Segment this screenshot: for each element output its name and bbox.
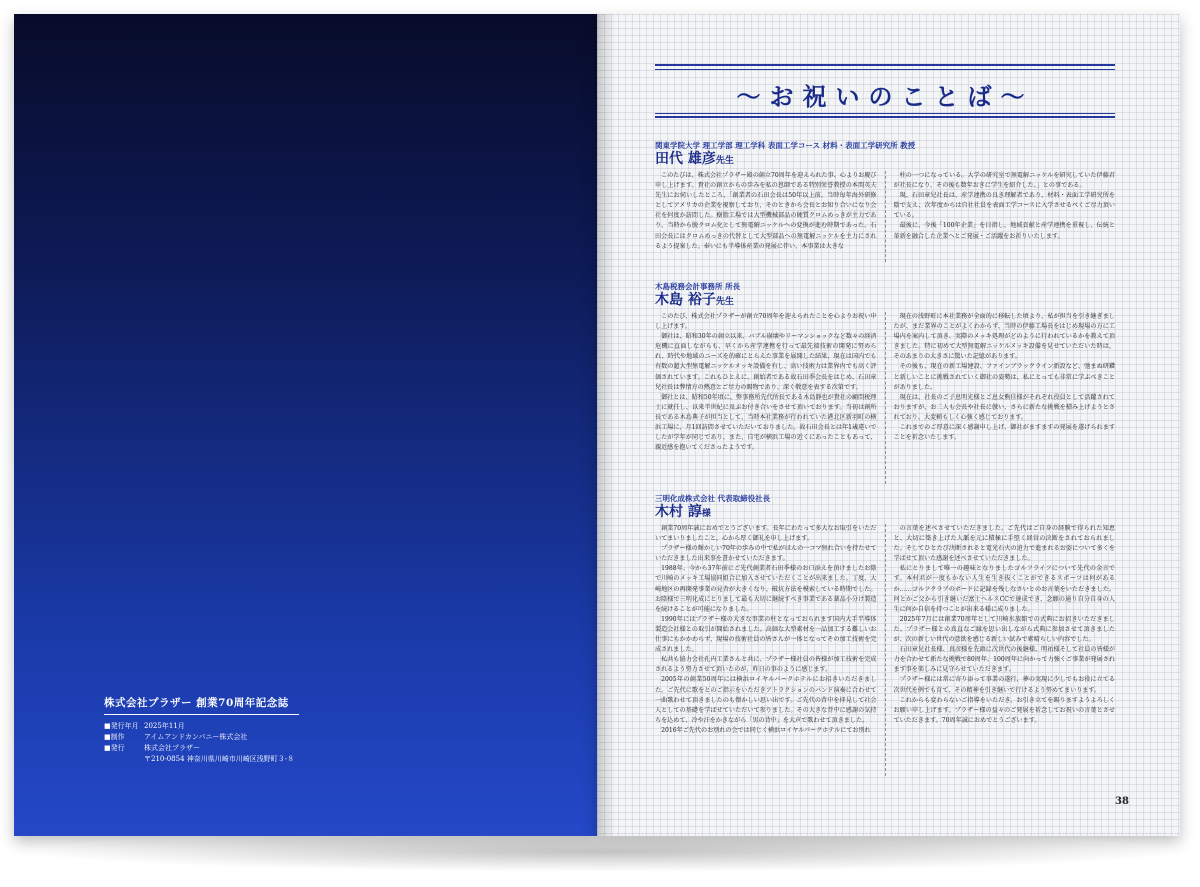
paragraph: その後も、現在の新工場建設、ファインブラックライン新設など、弛まぬ研鑽と新しいことに挑戦されていく御社の姿勢は、私にとっても非常に学ぶべきことがありました。 <box>893 363 1115 391</box>
paragraph: 1990年にはプラザー様の大きな事業の柱となっておられます国内大手半導体製造会社様との取引が開始されました。高価な大型素材を一品加工する難しいお仕事にもかかわらず、現場の技術社員の皆さんが一体となってその加工技術を完成されました。 <box>655 615 877 654</box>
colophon-label: ■発行年月 <box>104 722 139 730</box>
colophon-row <box>104 721 299 732</box>
colophon-value: アイムアンドカンパニー株式会社 <box>144 733 248 741</box>
paragraph: 2025年7月には創業70周年として川崎水族館での式典にお招きいただきました。プラザー様との真直なご縁を思い出しながら式典に参加させて頂きましたが、次の新しい世代の意欲を感じる新しい試みで素晴らしい内容でした。 <box>893 615 1115 644</box>
author-honorific: 先生 <box>715 297 734 307</box>
section-affiliation: 三明化成株式会社 代表取締役社長 <box>655 494 771 503</box>
paragraph: プラザー様の輝かしい70年の歩みの中で私がほんの一コマ無れ合いを持たせていただきました出来事を書かせていただきます。 <box>655 545 877 563</box>
heading-rule-bottom <box>655 116 1115 118</box>
paragraph: これまでのご厚意に深く感謝申し上げ、御社がますますの発展を遂げられますことを祈念いたします。 <box>893 424 1115 442</box>
paragraph: プラザー様には常に寄り添って事業の遂行、夢の実現に少しでもお役に立てる次世代を例でも育て、その精神を引き継いで行けるよう努めてまいります。 <box>893 676 1115 694</box>
paragraph: 柱の一つになっている。大学の研究室で無電解ニッケルを研究していた伊藤君が社長になり、その後も数年おきに学生を紹介した。」との事である。 <box>893 172 1115 190</box>
paragraph: 現在の浅野町に本社業務が全面的に移転した頃より、私が担当を引き継ぎましたが、まだ業界のことがよくわからず、当時の伊藤工場長をはじめ現場の方に工場内を案内して頂き、実際のメッキ処理がどのように行われているかを教えて頂きました。特に初めて大型無電解ニッケルメッキ設備を見せていただいた時は、そのあまりの大きさに驚いた記憶があります。 <box>893 313 1115 361</box>
page-shadow <box>28 832 1178 872</box>
author-honorific: 様 <box>701 509 711 519</box>
heading-rule-bottom-thin <box>655 113 1115 114</box>
right-page-article <box>597 14 1180 836</box>
section-author <box>655 151 1115 169</box>
author-name: 木島 裕子 <box>655 292 716 308</box>
message-section <box>655 141 1115 262</box>
colophon-value: 株式会社プラザー <box>144 744 200 752</box>
paragraph: このたびは、株式会社プラザー殿の創立70周年を迎えられた事、心よりお慶び申し上げます。貴社の創立からの歩みを私の恩師である特別栄誉教授の本間英夫先生にお伺いしたところ、「創業者の石田会長は50年以上前、当時毎年海外研修としてアメリカの企業を視察しており、そのときから会長とお知り合いになり会社を何度か訪問した。樹脂工場では大型機械部品の硬質クロムめっきが主力であり、当時から脱クロム化として無電解ニッケルへの変換が進む時期であった。石田会長にはクロムめっきの代替として大型部品への無電解ニッケルを主力にされるよう提案した。奉いにも半導体産業の発展に伴い、本事業は大きな <box>655 172 877 250</box>
message-section <box>655 282 1115 484</box>
section-body <box>655 524 1115 776</box>
colophon-label: ■制作 <box>104 733 125 741</box>
section-author <box>655 292 1115 310</box>
colophon-title: 株式会社プラザー 創業70周年記念誌 <box>104 695 299 715</box>
body-column-left <box>655 312 877 484</box>
colophon-label <box>104 754 144 765</box>
left-page-cover <box>14 14 597 836</box>
paragraph: 最後に、今後「100年企業」を目指し、地域貢献と産学連携を重視し、伝統と革新を融合した企業へとご発展・ご活躍をお祈りいたします。 <box>893 222 1115 240</box>
body-column-right <box>894 312 1116 484</box>
colophon-label: ■発行 <box>104 744 125 752</box>
colophon-row <box>104 743 299 754</box>
author-name: 木村 諄 <box>655 504 702 520</box>
body-column-left <box>655 171 877 262</box>
paragraph: 2005年の創業50周年には横浜ロイヤルパークホテルにお招きいただきました。ご先代に歌をとのご指示をいただきアトラクションのバンド演奏に合わせて一曲歌わせて頂きましたのも懐かしい思い出です。ご先代の背中を拝見して社会人としての基礎を学ばせていただいて参りました。その大きな背中に感謝の気持ちを込めて、冷や汗をかきながら「男の背中」を大声で歌わせて頂きました。 <box>655 676 877 724</box>
section-body <box>655 171 1115 262</box>
paragraph: このたび、株式会社プラザーが創立70周年を迎えられたことを心よりお祝い申し上げます。 <box>655 313 877 331</box>
body-column-right <box>894 171 1116 262</box>
page-spine-shade <box>597 14 615 836</box>
paragraph: 御社は、昭和30年の創立以来、バブル崩壊やリーマンショックなど数々の経済危機に直面しながらも、早くから産学連携を行って最先端技術の開発に努められ、時代や地域のニーズを的確にとらえた事業を展開した結果、現在は国内でも有数の超大型無電解ニッケルメッキ設備を有し、高い技術力は業界内でも高く評価されています。これもひとえに、創始者である故石田季会長をはじめ、石田章兒社長は弊情方の熱意とご尽力の賜物であり、深く敬意を表する次第です。 <box>655 333 877 391</box>
colophon-value: 2025年11月 <box>144 722 185 730</box>
column-separator <box>885 312 886 484</box>
column-separator <box>885 171 886 262</box>
paragraph: の言葉を述べさせていただきました。ご先代はご自身の経験で得られた知恵と、大切に築き上げた人脈を元に積極に手堅く経営の決断をされておられました。そしてひとたび決断されると電光石火の迫力で進まれるお姿について多くを学ばせて頂いた感謝を述べさせていただきました。 <box>893 525 1115 563</box>
section-affiliation: 木島税務会計事務所 所長 <box>655 282 741 291</box>
body-column-left <box>655 524 877 776</box>
article-heading: 〜お祝いのことば〜 <box>736 82 1034 111</box>
paragraph: 現、石田章兒社長は、産学連携の良き理解者であり、材料・表面工学研究所を陰で支え、次年度からは自社社員を表面工学コースに入学させるべくご尽力頂いている。 <box>893 192 1115 220</box>
section-body <box>655 312 1115 484</box>
section-affiliation: 関東学院大学 理工学部 理工学科 表面工学コース 材料・表面工学研究所 教授 <box>655 141 916 150</box>
paragraph: 私共も協力会社孔内工業さんと共に、プラザー様社員の皆様が加工技術を完成されるよう努力させて頂いたのが、昨日の事のように感じます。 <box>655 656 877 674</box>
message-section <box>655 494 1115 776</box>
colophon-row <box>104 732 299 743</box>
page-number: 38 <box>1115 796 1129 807</box>
paragraph: 御社とは、昭和50年頃に、弊事務所先代所長である木島静也が貴社の顧問税理士に就任し、以来半世紀に及ぶお付き合いをさせて頂いております。当初は創所長である木島典子が担当として、当時本社業務が行われていた港北区新羽町の横浜工場に、月1回訪問させていただいておりました。故石田会長とは年1歳違いでしたが学年が同じであり、また、自宅が横浜工場の近くにあったこともあって、親近感を抱いてくださったようです。 <box>655 393 877 452</box>
paragraph: 創業70周年誠におめでとうございます。長年にわたって多大なお取引をいただいてまいりましたこと、心から厚く御礼を申し上げます。 <box>655 525 877 543</box>
heading-rule-top-thin <box>655 69 1115 70</box>
paragraph: 1988年、今から37年前にご先代創業者石田季様のお口添えを頂けましたお陰で川崎のメッキ工場協同組合に加入させていただくことが出来ました。丁度、大崎地区の再開発事業の見舎が大きくなり、破坑方法を模索している時期でした。お陰様で三明化成にとりまして最も大切に継続すべき事業である薬品小分け製造を続けることが可能になりました。 <box>655 565 877 613</box>
paragraph: これからも変わらないご指導をいただき、お引き立てを賜りますようよろしくお願い申し上げます。プラザー様の益々のご発展を祈念してお祝いの言葉とさせていただきます。70周年誠におめでとうございます。 <box>893 696 1115 724</box>
column-separator <box>885 524 886 776</box>
colophon-row <box>104 754 299 765</box>
colophon <box>104 695 299 765</box>
author-honorific: 先生 <box>715 156 734 166</box>
paragraph: 現在は、社長のご子息明光様とご息女熊佳様がそれぞれ役員として活躍されておりますが、お二人も会長や社長に倣い、さらに新たな挑戦を積み上げようとされており、大変頼もしく心強く感じております。 <box>893 393 1115 421</box>
section-author <box>655 504 1115 522</box>
body-column-right <box>894 524 1116 776</box>
paragraph: 2016年ご先代のお別れの会では同じく横浜ロイヤルパークホテルにてお別れ <box>661 726 871 734</box>
paragraph: 石田章兒社長様、真彦様を先頭に次世代の後継様、明祐様そして社員の皆様が力を合わせて新たな挑戦で80周年、100周年に向かって力強くご事業が発展されます事を楽しみに見守らせていただきます。 <box>893 646 1115 674</box>
paragraph: 私にとりまして唯一の趣味となりましたゴルフライフについて先代の金言です。本村君が一度もかない人生を生き抜くことができるスポーツは何があるか……ゴルフクラブのボードに記録を残しなさいとのお言葉をいただきました。何とかご父から引き継いだ富士ヘルスCCで達成でき、念願の通り自分自身の人生に何か自信を持つことが出来る様に成りました。 <box>893 565 1115 613</box>
author-name: 田代 雄彦 <box>655 151 716 167</box>
heading-rule-top <box>655 64 1115 66</box>
colophon-value: 〒210-0854 神奈川県川崎市川崎区浅野町３-８ <box>144 755 295 763</box>
